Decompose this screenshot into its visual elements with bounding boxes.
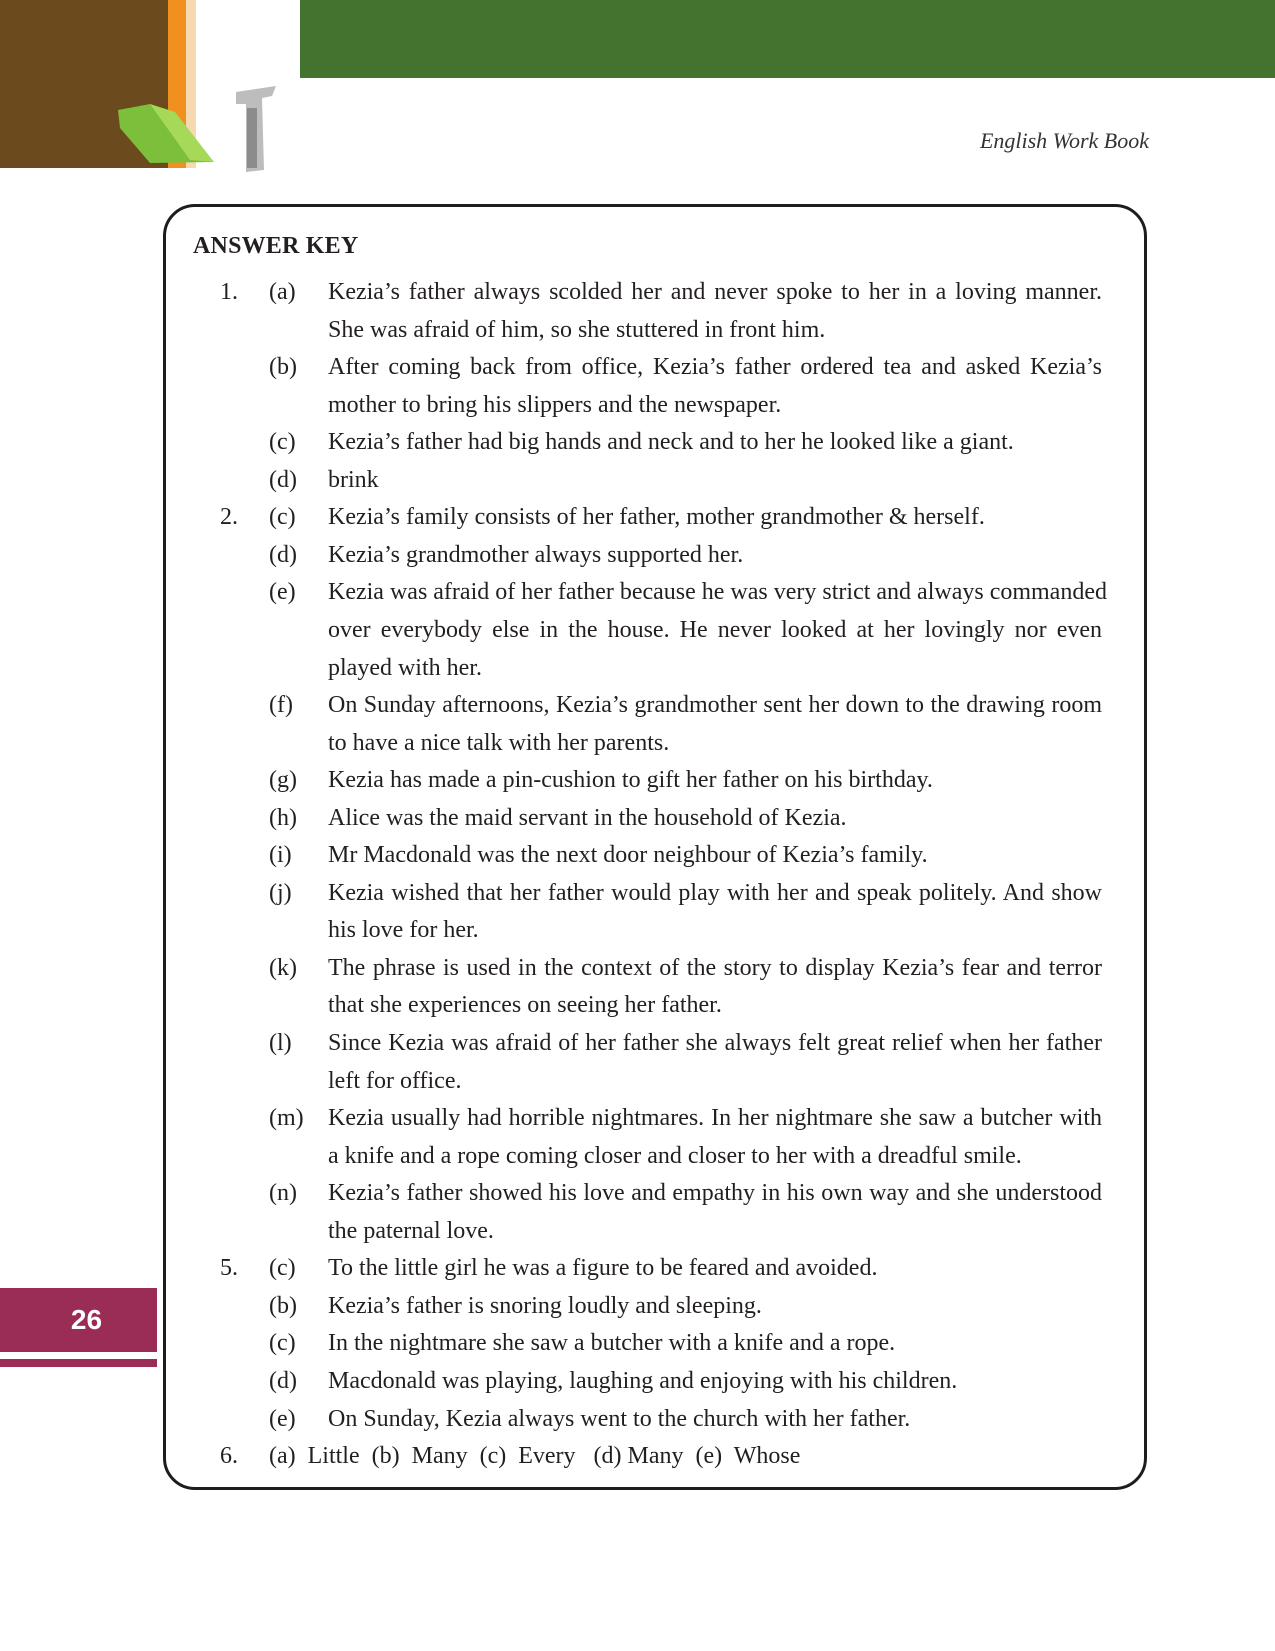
answer-label: (b) — [269, 354, 297, 381]
answer-text: On Sunday, Kezia always went to the church with her father. — [328, 1405, 911, 1432]
answer-text: Alice was the maid servant in the household of Kezia. — [328, 804, 847, 831]
answer-label: (d) — [269, 1367, 297, 1394]
question-number: 5. — [220, 1255, 238, 1282]
answer-label: (e) — [269, 579, 296, 606]
answer-text: Kezia’s father always scolded her and never spoke to her in a loving manner. — [328, 279, 1102, 305]
answer-text: Mr Macdonald was the next door neighbour of Kezia’s family. — [328, 842, 928, 869]
answer-label: (a) — [269, 279, 296, 305]
answer-label: (f) — [269, 692, 293, 719]
answer-text: the paternal love. — [328, 1217, 494, 1244]
answer-text: brink — [328, 466, 379, 493]
answer-text: After coming back from office, Kezia’s father ordered tea and asked Kezia’s — [328, 354, 1102, 381]
running-header: English Work Book — [979, 128, 1149, 153]
answer-text: his love for her. — [328, 917, 479, 944]
answer-label: (b) — [269, 1292, 297, 1319]
answer-text: (a) Little (b) Many (c) Every (d) Many (e) Whose — [269, 1443, 801, 1470]
answer-text: To the little girl he was a figure to be feared and avoided. — [328, 1255, 878, 1282]
page-number-rule — [0, 1359, 157, 1367]
answer-label: (h) — [269, 804, 297, 831]
answer-text: to have a nice talk with her parents. — [328, 729, 670, 756]
answer-text: mother to bring his slippers and the newspaper. — [328, 391, 782, 418]
answer-label: (d) — [269, 466, 297, 493]
answer-key-heading: ANSWER KEY — [193, 233, 359, 259]
answer-label: (c) — [269, 1255, 296, 1282]
answer-text: left for office. — [328, 1067, 462, 1094]
answer-label: (c) — [269, 1330, 296, 1357]
answer-text: a knife and a rope coming closer and closer to her with a dreadful smile. — [328, 1142, 1022, 1169]
answer-text: Kezia’s family consists of her father, mother grandmother & herself. — [328, 504, 985, 531]
answer-label: (j) — [269, 879, 292, 906]
answer-text: Kezia’s father showed his love and empathy in his own way and she understood — [328, 1180, 1102, 1207]
answer-label: (d) — [269, 541, 297, 568]
answer-text: She was afraid of him, so she stuttered in front him. — [328, 316, 826, 343]
answer-text: In the nightmare she saw a butcher with a knife and a rope. — [328, 1330, 896, 1357]
answer-text: Since Kezia was afraid of her father she always felt great relief when her father — [328, 1030, 1102, 1056]
answer-label: (m) — [269, 1105, 304, 1132]
answer-text: Kezia has made a pin-cushion to gift her father on his birthday. — [328, 767, 933, 794]
page-number: 26 — [70, 1304, 103, 1335]
answer-label: (g) — [269, 767, 297, 794]
question-number: 2. — [220, 504, 238, 531]
answer-label: (c) — [269, 504, 296, 531]
answer-text: Kezia wished that her father would play with her and speak politely. And show — [328, 879, 1102, 906]
corner-decoration — [0, 0, 300, 175]
answer-text: Kezia’s father is snoring loudly and sleeping. — [328, 1292, 762, 1319]
answer-label: (k) — [269, 954, 297, 981]
answer-label: (n) — [269, 1180, 297, 1207]
answer-text: Kezia usually had horrible nightmares. In her nightmare she saw a butcher with — [328, 1105, 1102, 1132]
answer-text: played with her. — [328, 654, 482, 681]
answer-text: Kezia was afraid of her father because he was very strict and always commanded — [328, 579, 1107, 606]
answer-text: On Sunday afternoons, Kezia’s grandmother sent her down to the drawing room — [328, 692, 1102, 719]
answer-text: Kezia’s father had big hands and neck and to her he looked like a giant. — [328, 429, 1014, 456]
answer-text: The phrase is used in the context of the story to display Kezia’s fear and terror — [328, 954, 1102, 981]
question-number: 6. — [220, 1443, 238, 1470]
answer-text: over everybody else in the house. He never looked at her lovingly nor even — [328, 616, 1102, 643]
answer-text: that she experiences on seeing her father. — [328, 992, 722, 1019]
answer-text: Kezia’s grandmother always supported her. — [328, 541, 744, 568]
answer-label: (c) — [269, 429, 296, 456]
answer-label: (i) — [269, 842, 292, 869]
header-band — [300, 0, 1275, 78]
question-number: 1. — [220, 279, 238, 305]
answer-label: (l) — [269, 1030, 292, 1056]
answer-label: (e) — [269, 1405, 296, 1432]
answer-text: Macdonald was playing, laughing and enjoying with his children. — [328, 1367, 958, 1394]
